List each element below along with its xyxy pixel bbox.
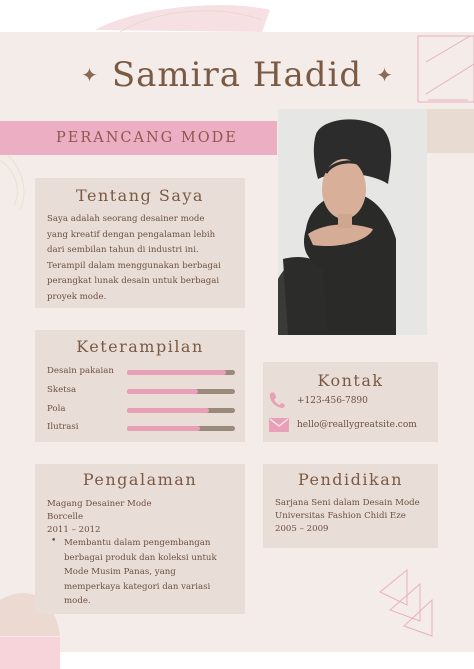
experience-period: 2011 – 2012 [47, 525, 101, 535]
education-degree: Sarjana Seni dalam Desain Mode [275, 498, 420, 508]
profile-photo [278, 109, 427, 335]
skills-heading: Keterampilan [76, 337, 204, 356]
email-icon [269, 418, 289, 432]
skill-label: Ilutrasi [47, 422, 79, 432]
role-title: PERANCANG MODE [56, 130, 238, 146]
experience-description [64, 536, 234, 609]
about-line: dari sembilan tahun di industri ini. [47, 245, 199, 256]
about-card [35, 178, 245, 308]
experience-card [35, 464, 245, 614]
about-heading: Tentang Saya [76, 186, 204, 205]
experience-company: Borcelle [47, 512, 84, 522]
phone-text: +123-456-7890 [297, 396, 368, 406]
right-star-icon: ✦ [376, 63, 393, 87]
experience-line: mode. [64, 596, 91, 607]
skill-label: Sketsa [47, 385, 77, 395]
skill-bar-track [127, 426, 235, 431]
about-line: yang kreatif dengan pengalaman lebih [47, 229, 216, 240]
phone-icon [268, 391, 286, 409]
about-line: Saya adalah seorang desainer mode [47, 214, 205, 224]
about-text [47, 212, 237, 306]
skill-bar-fill [127, 389, 198, 394]
experience-heading: Pengalaman [82, 470, 198, 489]
left-star-icon: ✦ [81, 63, 98, 87]
experience-line: berbagai produk dan koleksi untuk [64, 552, 217, 563]
about-line: perangkat lunak desain untuk berbagai [47, 276, 220, 287]
about-line: proyek mode. [47, 291, 107, 302]
experience-line: Mode Musim Panas, yang [64, 567, 176, 578]
experience-line: Membantu dalam pengembangan [64, 538, 211, 548]
education-heading: Pendidikan [297, 470, 404, 489]
page-title: Samira Hadid [111, 55, 363, 95]
experience-role: Magang Desainer Mode [47, 499, 152, 509]
skill-bar-track [127, 389, 235, 394]
education-card [263, 464, 438, 548]
skill-bar-fill [127, 370, 226, 375]
contact-heading: Kontak [317, 371, 384, 390]
bullet-icon: • [51, 536, 57, 546]
education-school: Universitas Fashion Chidi Eze [275, 511, 406, 521]
experience-line: memperkaya kategori dan variasi [64, 581, 211, 592]
skill-label: Desain pakaian [47, 366, 114, 376]
header-name-row [0, 50, 474, 100]
skill-bar-track [127, 408, 235, 413]
email-text: hello@reallygreatsite.com [297, 420, 417, 430]
skill-bar-track [127, 370, 235, 375]
skill-bar-fill [127, 426, 200, 431]
skill-bar-fill [127, 408, 209, 413]
about-line: Terampil dalam menggunakan berbagai [47, 260, 221, 271]
education-period: 2005 – 2009 [275, 524, 329, 534]
skill-label: Pola [47, 404, 66, 414]
